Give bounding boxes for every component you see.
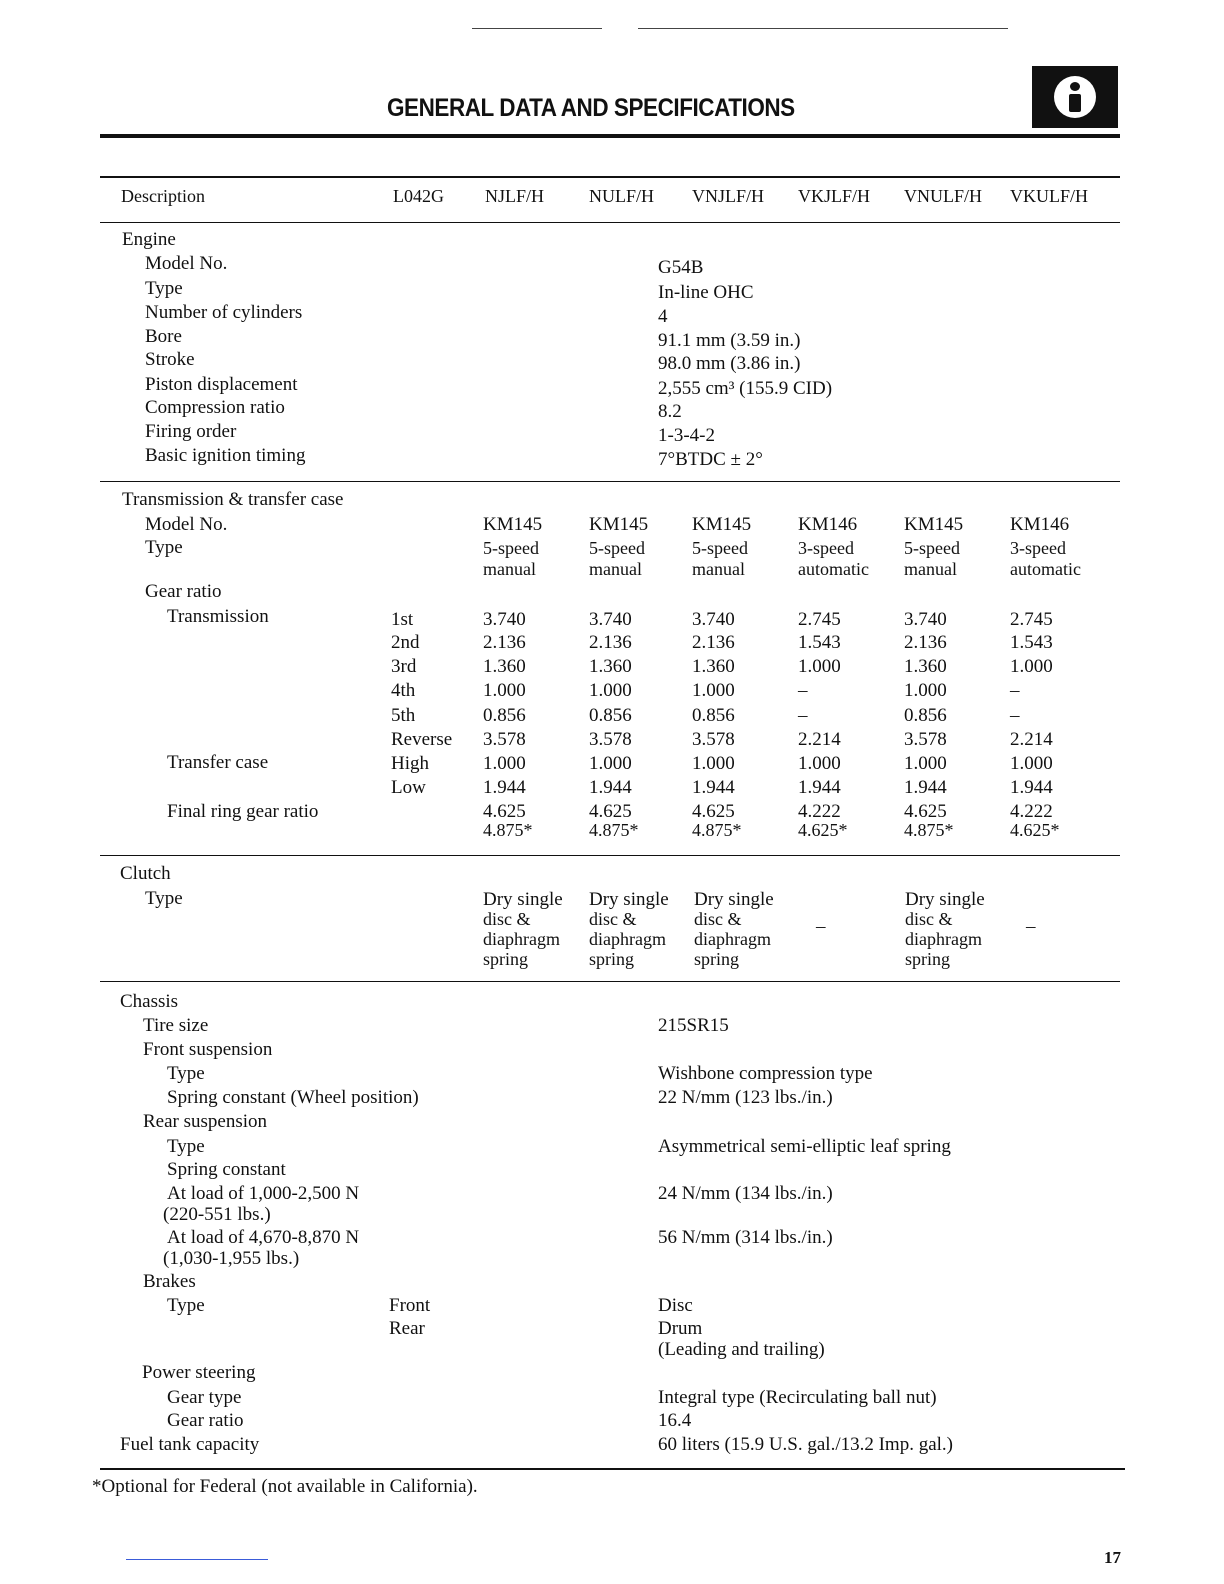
trans-type-value: automatic	[798, 559, 869, 579]
gear-ratio-value: –	[798, 680, 808, 701]
gear-ratio-value: 1.000	[798, 656, 841, 677]
front-type-label: Type	[167, 1063, 205, 1084]
gear-ratio-value: 1.360	[589, 656, 632, 677]
gear-ratio-value: 1.000	[589, 680, 632, 701]
engine-spec-label: Model No.	[145, 253, 228, 274]
engine-spec-label: Bore	[145, 326, 182, 347]
gear-ratio-value: 0.856	[589, 705, 632, 726]
transfer-case-label: Transfer case	[167, 752, 269, 773]
clutch-type-value: disc &	[905, 909, 953, 929]
column-header-model: NULF/H	[589, 186, 655, 206]
column-header-model: VNJLF/H	[692, 186, 765, 206]
trans-type-value: automatic	[1010, 559, 1081, 579]
clutch-type-value: disc &	[694, 909, 742, 929]
fuel-tank-label: Fuel tank capacity	[120, 1434, 260, 1455]
column-header-description: Description	[121, 186, 205, 206]
gear-ratio-value: 1.360	[483, 656, 526, 677]
front-suspension-label: Front suspension	[143, 1039, 273, 1060]
gear-name: 5th	[391, 705, 416, 726]
gear-ratio-value: 1.360	[692, 656, 735, 677]
transmission-label: Transmission	[167, 606, 269, 627]
final-ratio-value: 4.625	[692, 801, 735, 822]
gear-ratio-value: 1.000	[904, 680, 947, 701]
gear-ratio-value: 2.136	[589, 632, 632, 653]
gear-ratio-value: 1.360	[904, 656, 947, 677]
clutch-type-value: Dry single	[483, 889, 563, 910]
brakes-type-label: Type	[167, 1295, 205, 1316]
trans-type-value: 3-speed	[1010, 538, 1066, 558]
front-type-value: Wishbone compression type	[658, 1063, 873, 1084]
transfer-ratio-value: 1.000	[798, 753, 841, 774]
final-ratio-label: Final ring gear ratio	[167, 801, 319, 822]
gear-ratio-value: 0.856	[483, 705, 526, 726]
gear-ratio-value: 3.578	[904, 729, 947, 750]
gear-type-value: Integral type (Recirculating ball nut)	[658, 1387, 937, 1408]
clutch-type-label: Type	[145, 888, 183, 909]
table-top-rule	[100, 176, 1120, 178]
engine-spec-label: Basic ignition timing	[145, 445, 306, 466]
final-ratio-optional: 4.625*	[1010, 820, 1060, 840]
section-transmission: Transmission & transfer case	[122, 489, 344, 510]
gear-type-label: Gear type	[167, 1387, 242, 1408]
trans-model-value: KM146	[798, 514, 858, 535]
brakes-label: Brakes	[143, 1271, 196, 1292]
title-rule	[100, 134, 1120, 138]
load1-sub: (220-551 lbs.)	[163, 1204, 271, 1225]
load2-sub: (1,030-1,955 lbs.)	[163, 1248, 300, 1269]
trans-type-value: manual	[483, 559, 536, 579]
transfer-ratio-value: 1.944	[483, 777, 526, 798]
trans-type-value: 5-speed	[692, 538, 748, 558]
engine-spec-value: 7°BTDC ± 2°	[658, 449, 763, 470]
transfer-ratio-value: 1.944	[589, 777, 632, 798]
front-spring-value: 22 N/mm (123 lbs./in.)	[658, 1087, 833, 1108]
rear-spring-label: Spring constant	[167, 1159, 286, 1180]
column-header-model: L042G	[393, 186, 444, 206]
engine-spec-label: Piston displacement	[145, 374, 298, 395]
page-number: 17	[1104, 1548, 1121, 1567]
final-ratio-value: 4.625	[483, 801, 526, 822]
gear-ratio-value: 3.578	[692, 729, 735, 750]
link-underline	[126, 1559, 268, 1560]
gear-ratio-value: 1.000	[1010, 656, 1053, 677]
gear-ratio-value: 2.745	[1010, 609, 1053, 630]
transfer-ratio-value: 1.944	[1010, 777, 1053, 798]
power-steering-label: Power steering	[142, 1362, 256, 1383]
load2-label: At load of 4,670-8,870 N	[167, 1227, 360, 1248]
column-header-model: VKULF/H	[1010, 186, 1089, 206]
rear-suspension-label: Rear suspension	[143, 1111, 268, 1132]
gear-ratio-label: Gear ratio	[145, 581, 222, 602]
info-icon	[1032, 66, 1118, 128]
trans-type-value: 5-speed	[483, 538, 539, 558]
trans-type-label: Type	[145, 537, 183, 558]
gear-name: 3rd	[391, 656, 417, 677]
trans-model-value: KM145	[904, 514, 964, 535]
front-spring-label: Spring constant (Wheel position)	[167, 1087, 419, 1108]
trans-model-value: KM145	[692, 514, 752, 535]
engine-spec-label: Compression ratio	[145, 397, 285, 418]
column-header-model: VKJLF/H	[798, 186, 871, 206]
section-engine: Engine	[122, 229, 176, 250]
clutch-type-value: disc &	[483, 909, 531, 929]
trans-type-value: 5-speed	[589, 538, 645, 558]
gear-ratio-value: 2.136	[692, 632, 735, 653]
clutch-type-value: spring	[589, 949, 634, 969]
column-header-model: VNULF/H	[904, 186, 983, 206]
final-ratio-optional: 4.875*	[692, 820, 742, 840]
top-rule-right	[638, 28, 1008, 29]
engine-spec-value: 4	[658, 306, 668, 327]
transfer-ratio-value: 1.944	[692, 777, 735, 798]
transfer-ratio-value: 1.000	[589, 753, 632, 774]
trans-type-value: manual	[904, 559, 957, 579]
clutch-type-value: diaphragm	[694, 929, 771, 949]
clutch-type-value: diaphragm	[483, 929, 560, 949]
final-ratio-optional: 4.875*	[483, 820, 533, 840]
gear-ratio-value: 2.214	[1010, 729, 1053, 750]
gear-name: 1st	[391, 609, 414, 630]
final-ratio-optional: 4.875*	[589, 820, 639, 840]
gear-ratio-value: 0.856	[692, 705, 735, 726]
clutch-type-value: diaphragm	[905, 929, 982, 949]
gear-ratio-value: 3.578	[483, 729, 526, 750]
engine-spec-value: 2,555 cm³ (155.9 CID)	[658, 378, 833, 399]
gear-ratio-value: 0.856	[904, 705, 947, 726]
gear-ratio-value: 3.578	[589, 729, 632, 750]
clutch-type-value: Dry single	[694, 889, 774, 910]
clutch-type-value: –	[816, 916, 826, 937]
clutch-type-value: spring	[905, 949, 950, 969]
top-rule-left	[472, 28, 602, 29]
trans-type-value: manual	[589, 559, 642, 579]
trans-model-label: Model No.	[145, 514, 228, 535]
gear-ratio-value: 1.000	[692, 680, 735, 701]
engine-spec-value: 91.1 mm (3.59 in.)	[658, 330, 801, 351]
brakes-rear-label: Rear	[389, 1318, 425, 1339]
load1-value: 24 N/mm (134 lbs./in.)	[658, 1183, 833, 1204]
brakes-front-value: Disc	[658, 1295, 693, 1316]
final-ratio-optional: 4.875*	[904, 820, 954, 840]
load2-value: 56 N/mm (314 lbs./in.)	[658, 1227, 833, 1248]
trans-model-value: KM145	[589, 514, 649, 535]
transfer-gear-name: High	[391, 753, 429, 774]
gear-ratio-value: 1.543	[798, 632, 841, 653]
transfer-ratio-value: 1.000	[904, 753, 947, 774]
final-ratio-value: 4.625	[904, 801, 947, 822]
gear-name: 4th	[391, 680, 416, 701]
engine-spec-value: 8.2	[658, 401, 682, 422]
trans-model-value: KM145	[483, 514, 543, 535]
gear-ratio-value: 1.000	[483, 680, 526, 701]
clutch-type-value: Dry single	[589, 889, 669, 910]
engine-spec-value: G54B	[658, 257, 704, 278]
transfer-ratio-value: 1.000	[483, 753, 526, 774]
column-header-model: NJLF/H	[485, 186, 545, 206]
clutch-type-value: spring	[694, 949, 739, 969]
final-ratio-value: 4.222	[798, 801, 841, 822]
gear-ratio-value: 3.740	[692, 609, 735, 630]
final-ratio-value: 4.222	[1010, 801, 1053, 822]
transmission-rule	[100, 855, 1120, 856]
brakes-rear-sub: (Leading and trailing)	[658, 1339, 825, 1360]
engine-rule	[100, 481, 1120, 482]
footnote: *Optional for Federal (not available in California).	[92, 1476, 478, 1497]
clutch-type-value: diaphragm	[589, 929, 666, 949]
section-chassis: Chassis	[120, 991, 179, 1012]
clutch-type-value: spring	[483, 949, 528, 969]
brakes-front-label: Front	[389, 1295, 431, 1316]
clutch-type-value: –	[1026, 916, 1036, 937]
steering-ratio-value: 16.4	[658, 1410, 692, 1431]
gear-ratio-value: –	[1010, 705, 1020, 726]
header-rule	[100, 222, 1120, 223]
load1-label: At load of 1,000-2,500 N	[167, 1183, 360, 1204]
section-clutch: Clutch	[120, 863, 171, 884]
fuel-tank-value: 60 liters (15.9 U.S. gal./13.2 Imp. gal.)	[658, 1434, 953, 1455]
rear-type-value: Asymmetrical semi-elliptic leaf spring	[658, 1136, 951, 1157]
trans-type-value: manual	[692, 559, 745, 579]
clutch-type-value: disc &	[589, 909, 637, 929]
engine-spec-value: 98.0 mm (3.86 in.)	[658, 353, 801, 374]
clutch-type-value: Dry single	[905, 889, 985, 910]
gear-ratio-value: 3.740	[483, 609, 526, 630]
transfer-ratio-value: 1.944	[904, 777, 947, 798]
gear-ratio-value: 1.543	[1010, 632, 1053, 653]
page-title: GENERAL DATA AND SPECIFICATIONS	[387, 94, 795, 122]
steering-ratio-label: Gear ratio	[167, 1410, 244, 1431]
engine-spec-label: Firing order	[145, 421, 237, 442]
engine-spec-label: Type	[145, 278, 183, 299]
gear-ratio-value: –	[1010, 680, 1020, 701]
engine-spec-label: Number of cylinders	[145, 302, 303, 323]
tire-size-value: 215SR15	[658, 1015, 729, 1036]
gear-name: Reverse	[391, 729, 453, 750]
transfer-ratio-value: 1.944	[798, 777, 841, 798]
final-ratio-optional: 4.625*	[798, 820, 848, 840]
engine-spec-label: Stroke	[145, 349, 195, 370]
brakes-rear-value: Drum	[658, 1318, 703, 1339]
gear-ratio-value: 2.136	[904, 632, 947, 653]
gear-ratio-value: –	[798, 705, 808, 726]
trans-model-value: KM146	[1010, 514, 1070, 535]
gear-ratio-value: 3.740	[589, 609, 632, 630]
engine-spec-value: In-line OHC	[658, 282, 754, 303]
gear-ratio-value: 2.745	[798, 609, 841, 630]
table-bottom-rule	[100, 1468, 1125, 1470]
gear-name: 2nd	[391, 632, 420, 653]
final-ratio-value: 4.625	[589, 801, 632, 822]
clutch-rule	[100, 981, 1120, 982]
trans-type-value: 3-speed	[798, 538, 854, 558]
gear-ratio-value: 2.214	[798, 729, 841, 750]
tire-size-label: Tire size	[143, 1015, 209, 1036]
gear-ratio-value: 3.740	[904, 609, 947, 630]
transfer-ratio-value: 1.000	[1010, 753, 1053, 774]
transfer-ratio-value: 1.000	[692, 753, 735, 774]
engine-spec-value: 1-3-4-2	[658, 425, 715, 446]
trans-type-value: 5-speed	[904, 538, 960, 558]
transfer-gear-name: Low	[391, 777, 426, 798]
rear-type-label: Type	[167, 1136, 205, 1157]
gear-ratio-value: 2.136	[483, 632, 526, 653]
